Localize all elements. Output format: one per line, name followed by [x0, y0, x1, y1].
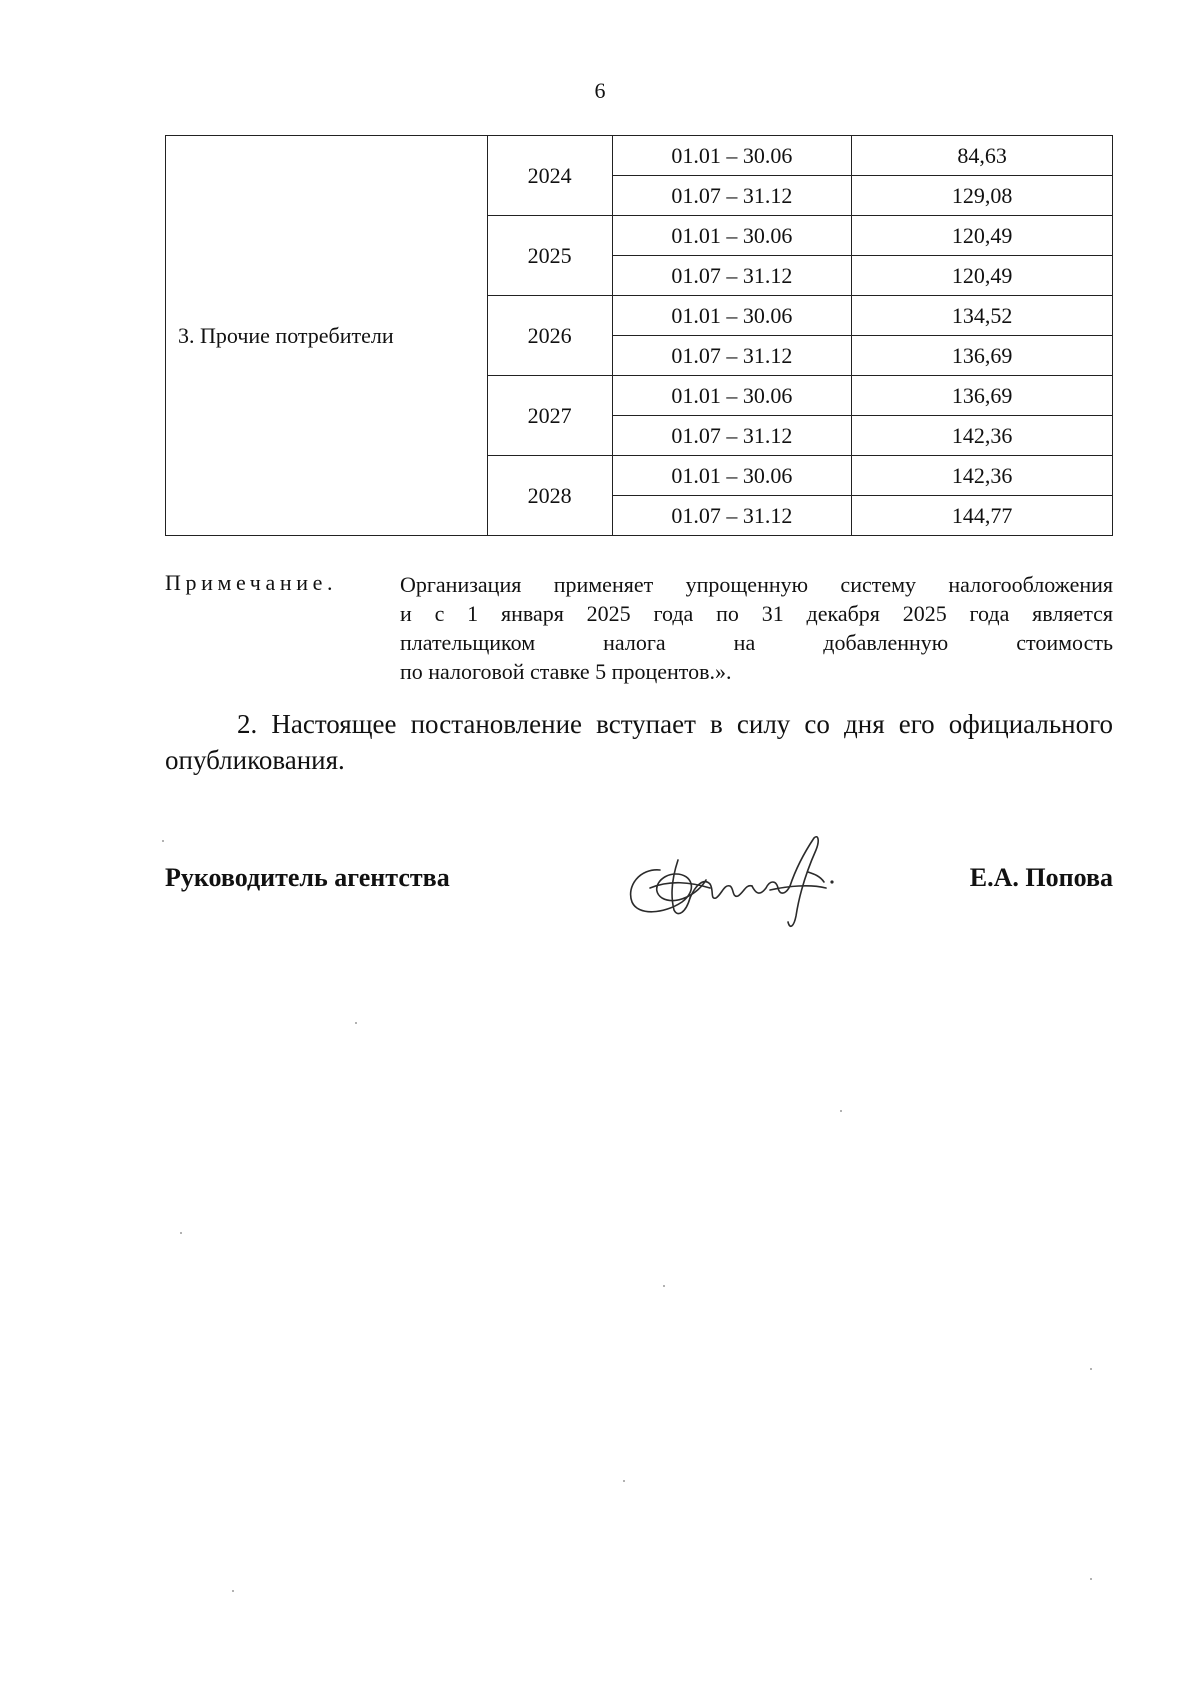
year-cell: 2025	[487, 216, 612, 296]
period-cell: 01.07 – 31.12	[612, 416, 852, 456]
period-cell: 01.01 – 30.06	[612, 136, 852, 176]
period-cell: 01.07 – 31.12	[612, 336, 852, 376]
scan-speck	[180, 1232, 182, 1234]
period-cell: 01.07 – 31.12	[612, 256, 852, 296]
scan-speck	[1090, 1578, 1092, 1580]
year-cell: 2028	[487, 456, 612, 536]
value-cell: 136,69	[852, 376, 1113, 416]
value-cell: 120,49	[852, 216, 1113, 256]
value-cell: 136,69	[852, 336, 1113, 376]
scan-speck	[162, 840, 164, 842]
note-line: плательщиком налога на добавленную стоимость	[400, 630, 1113, 655]
year-cell: 2026	[487, 296, 612, 376]
signer-name: Е.А. Попова	[969, 863, 1113, 892]
note-line: Организация применяет упрощенную систему налогообложения	[400, 572, 1113, 597]
value-cell: 84,63	[852, 136, 1113, 176]
page-number: 6	[594, 78, 606, 103]
note-text	[400, 570, 1113, 686]
paragraph-first-line	[165, 706, 1113, 742]
value-cell: 144,77	[852, 496, 1113, 536]
scan-speck	[840, 1110, 842, 1112]
period-cell: 01.01 – 30.06	[612, 376, 852, 416]
table-row	[166, 136, 1113, 176]
year-cell: 2027	[487, 376, 612, 456]
paragraph-number: 2.	[237, 709, 258, 739]
value-cell: 142,36	[852, 456, 1113, 496]
period-cell: 01.07 – 31.12	[612, 496, 852, 536]
year-cell: 2024	[487, 136, 612, 216]
period-cell: 01.07 – 31.12	[612, 176, 852, 216]
value-cell: 120,49	[852, 256, 1113, 296]
value-cell: 134,52	[852, 296, 1113, 336]
scan-speck	[1090, 1368, 1092, 1370]
note-line: и с 1 января 2025 года по 31 декабря 2025 года является	[400, 601, 1113, 626]
scan-speck	[232, 1590, 234, 1592]
note-label: Примечание.	[165, 570, 338, 595]
consumer-cell: 3. Прочие потребители	[166, 136, 488, 536]
period-cell: 01.01 – 30.06	[612, 456, 852, 496]
handwritten-signature	[620, 828, 855, 933]
period-cell: 01.01 – 30.06	[612, 216, 852, 256]
resolution-paragraph	[165, 706, 1113, 778]
scan-speck	[623, 1480, 625, 1482]
value-cell: 142,36	[852, 416, 1113, 456]
note-line: по налоговой ставке 5 процентов.».	[400, 659, 732, 684]
period-cell: 01.01 – 30.06	[612, 296, 852, 336]
signer-title: Руководитель агентства	[165, 863, 450, 892]
tariff-table	[165, 135, 1113, 536]
scan-speck	[663, 1285, 665, 1287]
paragraph-text: Настоящее постановление вступает в силу со дня его официального	[271, 709, 1113, 739]
value-cell: 129,08	[852, 176, 1113, 216]
scan-speck	[355, 1022, 357, 1024]
paragraph-second-line: опубликования.	[165, 745, 345, 775]
